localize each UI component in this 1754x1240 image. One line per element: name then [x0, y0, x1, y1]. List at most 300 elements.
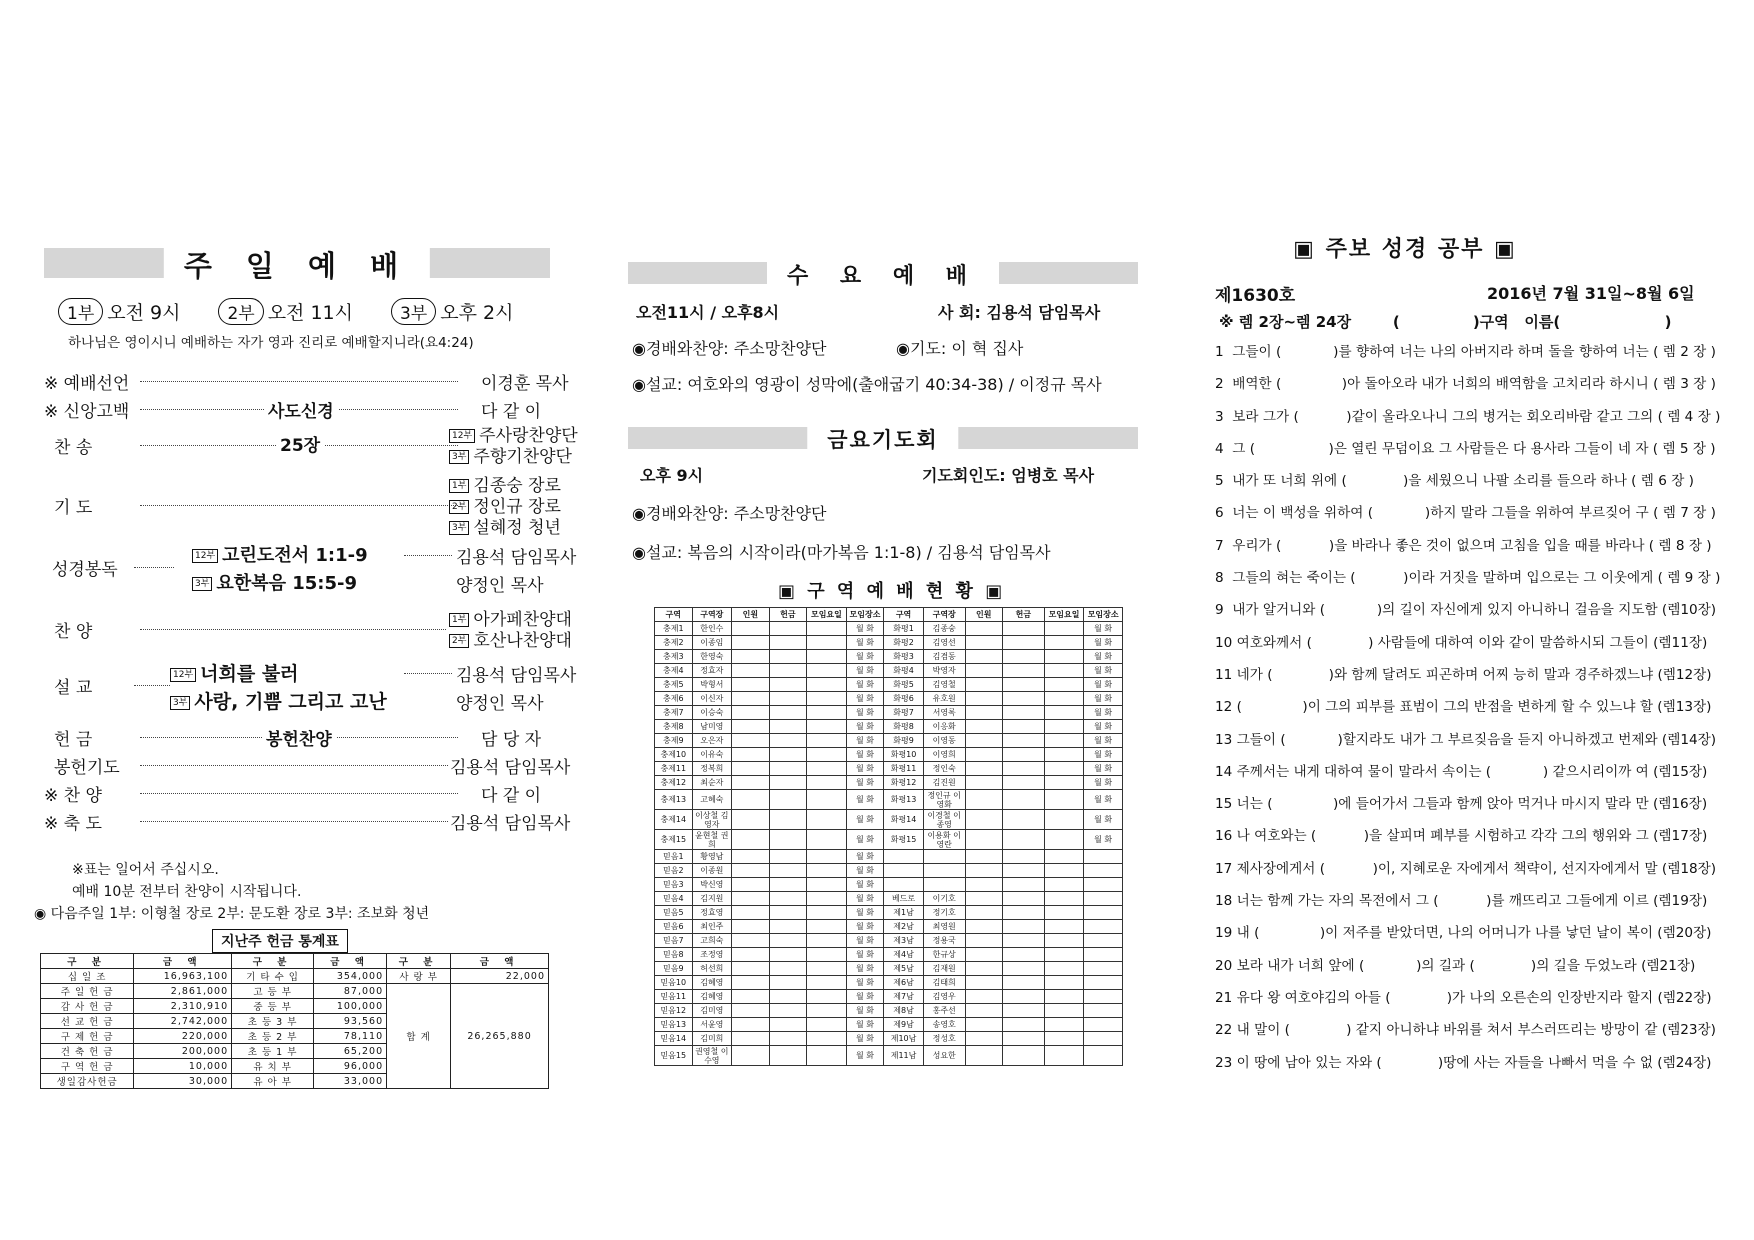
table-cell: 월 화: [1084, 810, 1123, 830]
finance-amount: 96,000: [314, 1059, 387, 1074]
table-cell: [807, 892, 847, 906]
table-cell: 믿음13: [655, 1018, 693, 1032]
dotted-leader: [134, 567, 174, 568]
table-cell: [1044, 678, 1084, 692]
table-cell: [807, 962, 847, 976]
table-cell: 월 화: [846, 920, 884, 934]
table-cell: 월 화: [1084, 790, 1123, 810]
finance-amount: 16,963,100: [134, 969, 232, 984]
table-cell: [965, 906, 1003, 920]
table-cell: 한영숙: [692, 650, 732, 664]
table-cell: [1044, 650, 1084, 664]
table-cell: [769, 830, 807, 850]
table-cell: 이영동: [923, 734, 965, 748]
table-cell: 권영철 이수영: [692, 1046, 732, 1066]
table-cell: [1003, 864, 1045, 878]
table-cell: [769, 692, 807, 706]
table-cell: [807, 906, 847, 920]
table-cell: 홍주선: [923, 1004, 965, 1018]
finance-amount: 22,000: [451, 969, 549, 984]
table-cell: 김종숭: [923, 622, 965, 636]
table-cell: 정인규 이영화: [923, 790, 965, 810]
table-cell: 제1남: [884, 906, 924, 920]
session-1: 1부 오전 9시: [58, 298, 180, 325]
table-cell: [769, 906, 807, 920]
table-cell: [732, 962, 770, 976]
table-cell: 월 화: [846, 934, 884, 948]
table-cell: 월 화: [846, 976, 884, 990]
table-cell: [807, 650, 847, 664]
table-cell: [807, 748, 847, 762]
table-cell: 충제8: [655, 720, 693, 734]
table-cell: [732, 892, 770, 906]
table-cell: [1084, 934, 1123, 948]
table-cell: [1044, 920, 1084, 934]
finance-category: 유 아 부: [232, 1074, 314, 1089]
table-cell: 월 화: [846, 990, 884, 1004]
table-cell: 김영우: [923, 990, 965, 1004]
table-cell: [1044, 878, 1084, 892]
table-row: [655, 906, 1123, 920]
finance-amount: 2,310,910: [134, 999, 232, 1014]
finance-row: [41, 984, 549, 999]
next-week-prayer: ◉ 다음주일 1부: 이형철 장로 2부: 문도환 장로 3부: 조보화 청년: [34, 906, 430, 922]
order-sermon: 설 교 12부 너희를 불러 3부 사랑, 기쁨 그리고 고난 김용석 담임목사 양정인 목사: [54, 663, 577, 714]
table-cell: [732, 948, 770, 962]
finance-category: 십 일 조: [41, 969, 134, 984]
table-cell: [1084, 976, 1123, 990]
question-item: 13 그들이 ( )할지라도 내가 그 부르짖음을 듣지 아니하겠고 번제와 (렘14장): [1215, 731, 1717, 748]
weekday-section: [628, 262, 1143, 1066]
table-cell: [1044, 1018, 1084, 1032]
table-cell: [1003, 976, 1045, 990]
friday-info: 오후 9시 기도회인도: 엄병호 목사: [640, 466, 1095, 485]
table-cell: 제7남: [884, 990, 924, 1004]
table-cell: 월 화: [846, 734, 884, 748]
table-cell: [769, 948, 807, 962]
table-cell: 월 화: [846, 692, 884, 706]
table-cell: 월 화: [846, 864, 884, 878]
table-cell: 한인수: [692, 622, 732, 636]
table-cell: [807, 636, 847, 650]
table-cell: [1044, 810, 1084, 830]
order-prayer: 기 도 1부 김종숭 장로 2부 정인규 장로 3부 설혜정 청년: [54, 476, 561, 538]
table-cell: 믿음2: [655, 864, 693, 878]
cell-header: 구역장: [692, 608, 732, 622]
finance-table: [40, 953, 549, 1089]
finance-amount: 33,000: [314, 1074, 387, 1089]
table-row: [655, 934, 1123, 948]
table-cell: 믿음7: [655, 934, 693, 948]
table-cell: [1003, 1004, 1045, 1018]
table-cell: 성요한: [923, 1046, 965, 1066]
question-item: 18 너는 함께 가는 자의 목전에서 그 ( )를 깨뜨리고 그들에게 이르 (렘19장): [1215, 893, 1708, 910]
question-item: 8 그들의 혀는 죽이는 ( )이라 거짓을 말하며 입으로는 그 이웃에게 ( 렘 9 장 ): [1215, 570, 1721, 587]
finance-amount: 65,200: [314, 1044, 387, 1059]
table-cell: 월 화: [846, 664, 884, 678]
study-range: ※ 렘 2장~렘 24장 ( )구역 이름( ): [1219, 313, 1672, 331]
table-row: [655, 948, 1123, 962]
finance-row: [41, 969, 549, 984]
cell-header: 구역: [655, 608, 693, 622]
table-row: [655, 850, 1123, 864]
issue-number: 제1630호: [1215, 286, 1296, 306]
table-cell: [732, 934, 770, 948]
note-praise: 예배 10분 전부터 찬양이 시작됩니다.: [72, 884, 302, 900]
table-cell: [1003, 748, 1045, 762]
table-cell: [1003, 1032, 1045, 1046]
table-cell: 믿음14: [655, 1032, 693, 1046]
table-cell: [732, 734, 770, 748]
table-cell: 최인주: [692, 920, 732, 934]
finance-category: 감 사 헌 금: [41, 999, 134, 1014]
table-cell: 충제12: [655, 776, 693, 790]
table-cell: [769, 1018, 807, 1032]
table-cell: 월 화: [846, 706, 884, 720]
table-cell: [1044, 850, 1084, 864]
table-cell: 서윤영: [692, 1018, 732, 1032]
table-row: [655, 664, 1123, 678]
table-cell: 김영선: [923, 636, 965, 650]
wednesday-title: 수 요 예 배: [767, 259, 999, 290]
table-cell: [769, 720, 807, 734]
table-cell: [1003, 734, 1045, 748]
table-cell: [732, 720, 770, 734]
table-cell: [769, 748, 807, 762]
table-cell: [965, 976, 1003, 990]
question-list: [1215, 336, 1735, 1079]
table-cell: 이종임: [692, 636, 732, 650]
table-cell: [965, 1046, 1003, 1066]
table-cell: [732, 650, 770, 664]
cell-header: 구역장: [923, 608, 965, 622]
table-cell: 월 화: [846, 892, 884, 906]
table-cell: [732, 748, 770, 762]
table-cell: 정성호: [923, 1032, 965, 1046]
table-cell: 허선희: [692, 962, 732, 976]
finance-amount: 87,000: [314, 984, 387, 999]
table-cell: 화평8: [884, 720, 924, 734]
table-cell: [1084, 892, 1123, 906]
cell-header: 헌금: [769, 608, 807, 622]
table-cell: [807, 878, 847, 892]
table-cell: 화평3: [884, 650, 924, 664]
dotted-leader: [404, 673, 452, 674]
table-cell: [965, 720, 1003, 734]
finance-amount: 10,000: [134, 1059, 232, 1074]
finance-category: 유 치 부: [232, 1059, 314, 1074]
table-cell: [769, 864, 807, 878]
table-cell: [1003, 636, 1045, 650]
wednesday-info: 오전11시 / 오후8시 사 회: 김용석 담임목사: [636, 303, 1101, 322]
table-cell: 제10남: [884, 1032, 924, 1046]
table-cell: 월 화: [846, 810, 884, 830]
table-cell: [1084, 1018, 1123, 1032]
table-cell: [965, 664, 1003, 678]
table-cell: 정용국: [923, 934, 965, 948]
table-cell: [965, 734, 1003, 748]
table-cell: [807, 762, 847, 776]
table-row: [655, 748, 1123, 762]
table-cell: 월 화: [846, 748, 884, 762]
cell-header: 모임요일: [1044, 608, 1084, 622]
table-cell: 최영원: [923, 920, 965, 934]
table-cell: [732, 906, 770, 920]
table-cell: [1044, 734, 1084, 748]
table-cell: [1044, 776, 1084, 790]
table-cell: [1003, 878, 1045, 892]
table-cell: [769, 636, 807, 650]
table-cell: [965, 650, 1003, 664]
table-cell: [807, 864, 847, 878]
sunday-title: 주 일 예 배: [164, 244, 430, 285]
table-cell: 월 화: [846, 948, 884, 962]
table-cell: [732, 692, 770, 706]
table-cell: 충제14: [655, 810, 693, 830]
table-cell: [807, 692, 847, 706]
finance-amount: 200,000: [134, 1044, 232, 1059]
table-cell: [965, 790, 1003, 810]
question-item: 10 여호와께서 ( ) 사람들에 대하여 이와 같이 말씀하시되 그들이 (렘11장): [1215, 634, 1708, 651]
table-cell: [923, 878, 965, 892]
table-cell: [965, 706, 1003, 720]
finance-amount: 93,560: [314, 1014, 387, 1029]
table-cell: 월 화: [846, 720, 884, 734]
table-cell: 정인숙: [923, 762, 965, 776]
table-cell: 김미희: [692, 1032, 732, 1046]
table-cell: 월 화: [846, 776, 884, 790]
table-row: [655, 878, 1123, 892]
table-row: [655, 1004, 1123, 1018]
table-cell: 이기호: [923, 892, 965, 906]
table-cell: 믿음11: [655, 990, 693, 1004]
table-cell: 월 화: [1084, 664, 1123, 678]
table-cell: [1003, 776, 1045, 790]
table-cell: [769, 920, 807, 934]
table-cell: 믿음3: [655, 878, 693, 892]
table-cell: [965, 990, 1003, 1004]
table-cell: [732, 830, 770, 850]
question-item: 2 배역한 ( )아 돌아오라 내가 너희의 배역함을 고치리라 하시니 ( 렘 3 장 ): [1215, 376, 1716, 393]
table-cell: 월 화: [1084, 636, 1123, 650]
question-item: 22 내 말이 ( ) 같지 아니하냐 바위를 쳐서 부스러뜨리는 방망이 같 (렘23장): [1215, 1022, 1716, 1039]
table-cell: 월 화: [846, 962, 884, 976]
finance-amount: 2,861,000: [134, 984, 232, 999]
table-cell: 월 화: [1084, 734, 1123, 748]
table-cell: [1044, 830, 1084, 850]
cell-header-row: [655, 608, 1123, 622]
table-cell: [965, 810, 1003, 830]
table-cell: [965, 692, 1003, 706]
table-cell: 화평10: [884, 748, 924, 762]
question-item: 9 내가 알거니와 ( )의 길이 자신에게 있지 아니하니 걸음을 지도함 (렘10장): [1215, 602, 1717, 619]
table-cell: [1084, 878, 1123, 892]
table-cell: [769, 962, 807, 976]
friday-sermon: ◉설교: 복음의 시작이라(마가복음 1:1-8) / 김용석 담임목사: [632, 543, 1051, 562]
table-cell: 월 화: [1084, 720, 1123, 734]
table-cell: [1003, 650, 1045, 664]
table-cell: [1044, 892, 1084, 906]
table-cell: [769, 678, 807, 692]
table-cell: 월 화: [1084, 650, 1123, 664]
dotted-leader: [140, 765, 448, 766]
table-cell: [807, 920, 847, 934]
table-cell: [732, 706, 770, 720]
table-cell: 월 화: [846, 906, 884, 920]
table-cell: [732, 864, 770, 878]
table-cell: 제11남: [884, 1046, 924, 1066]
table-cell: 충제4: [655, 664, 693, 678]
table-cell: [965, 892, 1003, 906]
table-cell: [732, 790, 770, 810]
dotted-leader: [140, 505, 458, 506]
table-cell: [807, 720, 847, 734]
table-cell: 월 화: [1084, 776, 1123, 790]
table-row: [655, 692, 1123, 706]
order-hymn: 찬 송 25장 12부 주사랑찬양단 3부 주향기찬양단: [54, 426, 578, 467]
table-cell: [807, 1046, 847, 1066]
table-cell: 충제3: [655, 650, 693, 664]
table-cell: 월 화: [846, 790, 884, 810]
table-cell: [1003, 1018, 1045, 1032]
table-cell: [965, 948, 1003, 962]
table-cell: 서영록: [923, 706, 965, 720]
question-item: 21 유다 왕 여호야김의 아들 ( )가 나의 오른손의 인장반지라 할지 (렘22장): [1215, 989, 1712, 1006]
cell-header: 헌금: [1003, 608, 1045, 622]
table-cell: 월 화: [1084, 692, 1123, 706]
finance-category: 구 제 헌 금: [41, 1029, 134, 1044]
table-cell: 제6남: [884, 976, 924, 990]
table-cell: 오은자: [692, 734, 732, 748]
table-cell: [1003, 720, 1045, 734]
finance-category: 초 등 2 부: [232, 1029, 314, 1044]
finance-category: 건 축 헌 금: [41, 1044, 134, 1059]
table-cell: [1003, 892, 1045, 906]
friday-choir: ◉경배와찬양: 주소망찬양단: [632, 504, 827, 523]
question-item: 17 제사장에게서 ( )이, 지혜로운 자에게서 책략이, 선지자에게서 말 (렘18장): [1215, 860, 1717, 877]
table-cell: [732, 762, 770, 776]
table-cell: [1044, 990, 1084, 1004]
finance-amount: 100,000: [314, 999, 387, 1014]
table-cell: 월 화: [846, 1018, 884, 1032]
table-cell: [807, 1018, 847, 1032]
table-cell: 믿음6: [655, 920, 693, 934]
table-cell: [1003, 830, 1045, 850]
finance-category: 사 랑 부: [387, 969, 451, 984]
table-cell: [807, 934, 847, 948]
table-cell: 제5남: [884, 962, 924, 976]
table-cell: 화평11: [884, 762, 924, 776]
table-cell: [965, 636, 1003, 650]
table-cell: [769, 650, 807, 664]
table-cell: 김미영: [692, 1004, 732, 1018]
cell-report-title: ▣ 구 역 예 배 현 황 ▣: [778, 581, 1006, 602]
question-item: 12 ( )이 그의 피부를 표범이 그의 반점을 변하게 할 수 있느냐 할 (렘13장): [1215, 699, 1712, 716]
table-cell: 화평6: [884, 692, 924, 706]
finance-total-label: 합 계: [387, 984, 451, 1089]
theme-verse: 하나님은 영이시니 예배하는 자가 영과 진리로 예배할지니라(요4:24): [68, 335, 474, 351]
table-row: [655, 962, 1123, 976]
table-cell: [769, 790, 807, 810]
table-cell: 최순자: [692, 776, 732, 790]
table-cell: 정효자: [692, 664, 732, 678]
table-cell: 정효영: [692, 906, 732, 920]
table-cell: [1084, 864, 1123, 878]
table-cell: [769, 934, 807, 948]
table-cell: [807, 706, 847, 720]
table-cell: 월 화: [846, 1004, 884, 1018]
table-cell: [965, 830, 1003, 850]
table-row: [655, 706, 1123, 720]
table-cell: 조정영: [692, 948, 732, 962]
table-cell: [884, 864, 924, 878]
table-cell: 충제1: [655, 622, 693, 636]
dotted-leader: [134, 685, 170, 686]
table-cell: 월 화: [1084, 622, 1123, 636]
table-cell: 충제11: [655, 762, 693, 776]
table-cell: [769, 734, 807, 748]
table-cell: 제3남: [884, 934, 924, 948]
cell-header: 모임요일: [807, 608, 847, 622]
table-cell: [807, 1004, 847, 1018]
sunday-service-section: [34, 248, 584, 1089]
table-cell: [965, 776, 1003, 790]
wednesday-sermon: ◉설교: 여호와의 영광이 성막에(출애굽기 40:34-38) / 이정규 목사: [632, 375, 1102, 394]
table-cell: [732, 636, 770, 650]
cell-report-table: [654, 607, 1123, 1066]
question-item: 7 우리가 ( )을 바라나 좋은 것이 없으며 고침을 입을 때를 바라나 ( 렘 8 장 ): [1215, 537, 1712, 554]
table-row: [655, 864, 1123, 878]
table-cell: [965, 622, 1003, 636]
order-reading: 성경봉독 12부 고린도전서 1:1-9 3부 요한복음 15:5-9 김용석 담임목사 양정인 목사: [52, 545, 577, 596]
cell-header: 모임장소: [1084, 608, 1123, 622]
table-cell: [1044, 1004, 1084, 1018]
finance-category: 기 타 수 입: [232, 969, 314, 984]
table-cell: [1084, 962, 1123, 976]
table-cell: [1003, 948, 1045, 962]
table-cell: [1084, 990, 1123, 1004]
table-cell: 제9남: [884, 1018, 924, 1032]
table-cell: [1044, 934, 1084, 948]
finance-category: 초 등 3 부: [232, 1014, 314, 1029]
table-cell: 이용화 이영란: [923, 830, 965, 850]
table-cell: [732, 776, 770, 790]
table-cell: [732, 850, 770, 864]
finance-amount: 78,110: [314, 1029, 387, 1044]
question-item: 6 너는 이 백성을 위하여 ( )하지 말라 그들을 위하여 부르짖어 구 ( 렘 7 장 ): [1215, 505, 1716, 522]
table-cell: 제4남: [884, 948, 924, 962]
table-cell: 제8남: [884, 1004, 924, 1018]
table-cell: 이유숙: [692, 748, 732, 762]
table-cell: 믿음10: [655, 976, 693, 990]
friday-title-bar: [628, 427, 1138, 452]
finance-category: 구 역 헌 금: [41, 1059, 134, 1074]
question-item: 3 보라 그가 ( )같이 올라오나니 그의 병거는 회오리바람 같고 그의 ( 렘 4 장 ): [1215, 408, 1721, 425]
table-cell: [1003, 934, 1045, 948]
question-item: 19 내 ( )이 저주를 받았더면, 나의 어머니가 나를 낳던 날이 복이 (렘20장): [1215, 925, 1712, 942]
table-cell: [965, 878, 1003, 892]
dotted-leader: [140, 793, 458, 794]
bible-study-title: ▣ 주보 성경 공부 ▣: [1293, 237, 1517, 262]
table-cell: 이상철 김영자: [692, 810, 732, 830]
table-row: [655, 1032, 1123, 1046]
table-cell: [1044, 762, 1084, 776]
table-cell: 월 화: [846, 622, 884, 636]
table-cell: 화평2: [884, 636, 924, 650]
table-cell: 월 화: [1084, 748, 1123, 762]
table-row: [655, 762, 1123, 776]
table-cell: [1084, 948, 1123, 962]
